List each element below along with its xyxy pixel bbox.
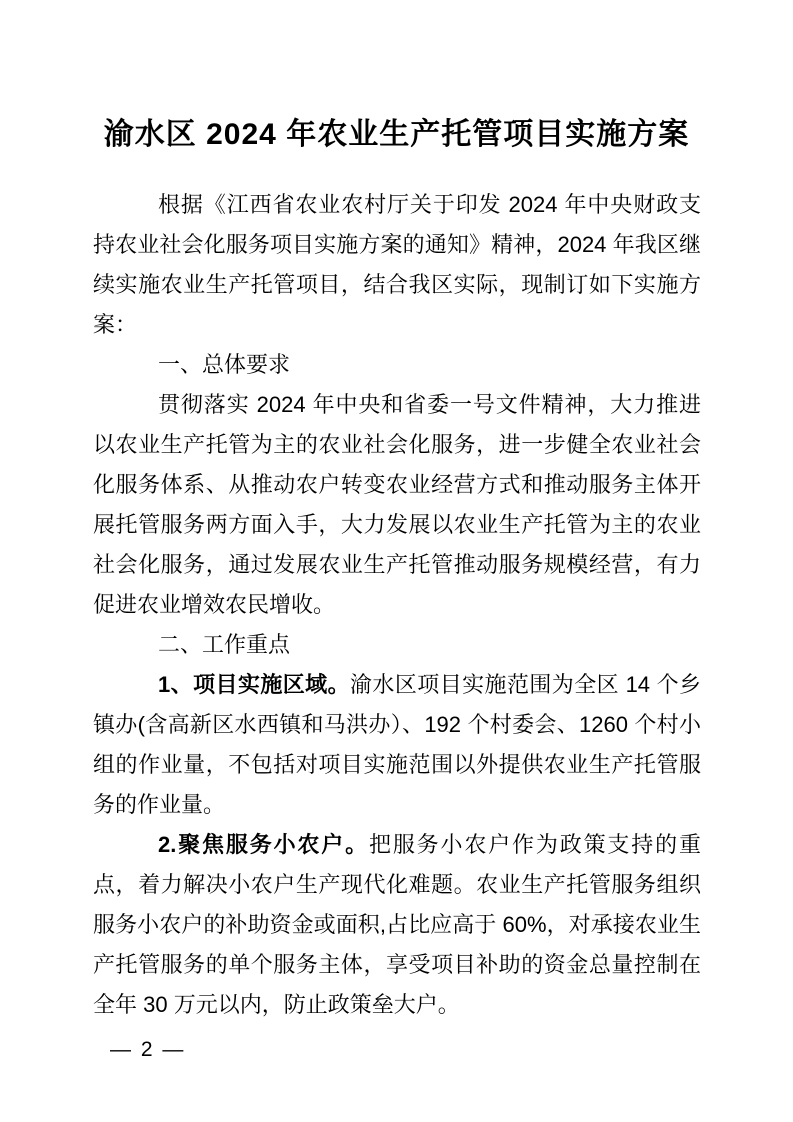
paragraph-item-2-text: 把服务小农户作为政策支持的重点，着力解决小农户生产现代化难题。农业生产托管服务组织服务小农户的补助资金或面积,占比应高于 60%，对承接农业生产托管服务的单个服务主体，享受项目补助的资金总量控制在全年 30 万元以内，防止政策垒大户。: [93, 832, 701, 1017]
section-heading-1: 一、总体要求: [158, 352, 291, 377]
section-heading-2: 二、工作重点: [158, 632, 291, 657]
paragraph-item-1-text: 渝水区项目实施范围为全区 14 个乡镇办(含高新区水西镇和马洪办）、192 个村委会、1260 个村小组的作业量，不包括对项目实施范围以外提供农业生产托管服务的作业量。: [93, 672, 701, 817]
paragraph-item-2-lead: 2.聚焦服务小农户。: [158, 832, 369, 857]
paragraph-item-2: [93, 825, 701, 1025]
document-body: [93, 185, 701, 1025]
paragraph-item-1: [93, 665, 701, 825]
document-title: 渝水区 2024 年农业生产托管项目实施方案: [103, 118, 690, 152]
paragraph-overall-requirements: 贯彻落实 2024 年中央和省委一号文件精神，大力推进以农业生产托管为主的农业社会化服务，进一步健全农业社会化服务体系、从推动农户转变农业经营方式和推动服务主体开展托管服务两方面入手，大力发展以农业生产托管为主的农业社会化服务，通过发展农业生产托管推动服务规模经营，有力促进农业增效农民增收。: [93, 392, 701, 617]
paragraph-item-1-lead: 1、项目实施区域。: [158, 672, 351, 697]
page-number: — 2 —: [110, 1038, 186, 1061]
paragraph-intro: 根据《江西省农业农村厅关于印发 2024 年中央财政支持农业社会化服务项目实施方案的通知》精神，2024 年我区继续实施农业生产托管项目，结合我区实际，现制订如下实施方案：: [93, 192, 701, 337]
